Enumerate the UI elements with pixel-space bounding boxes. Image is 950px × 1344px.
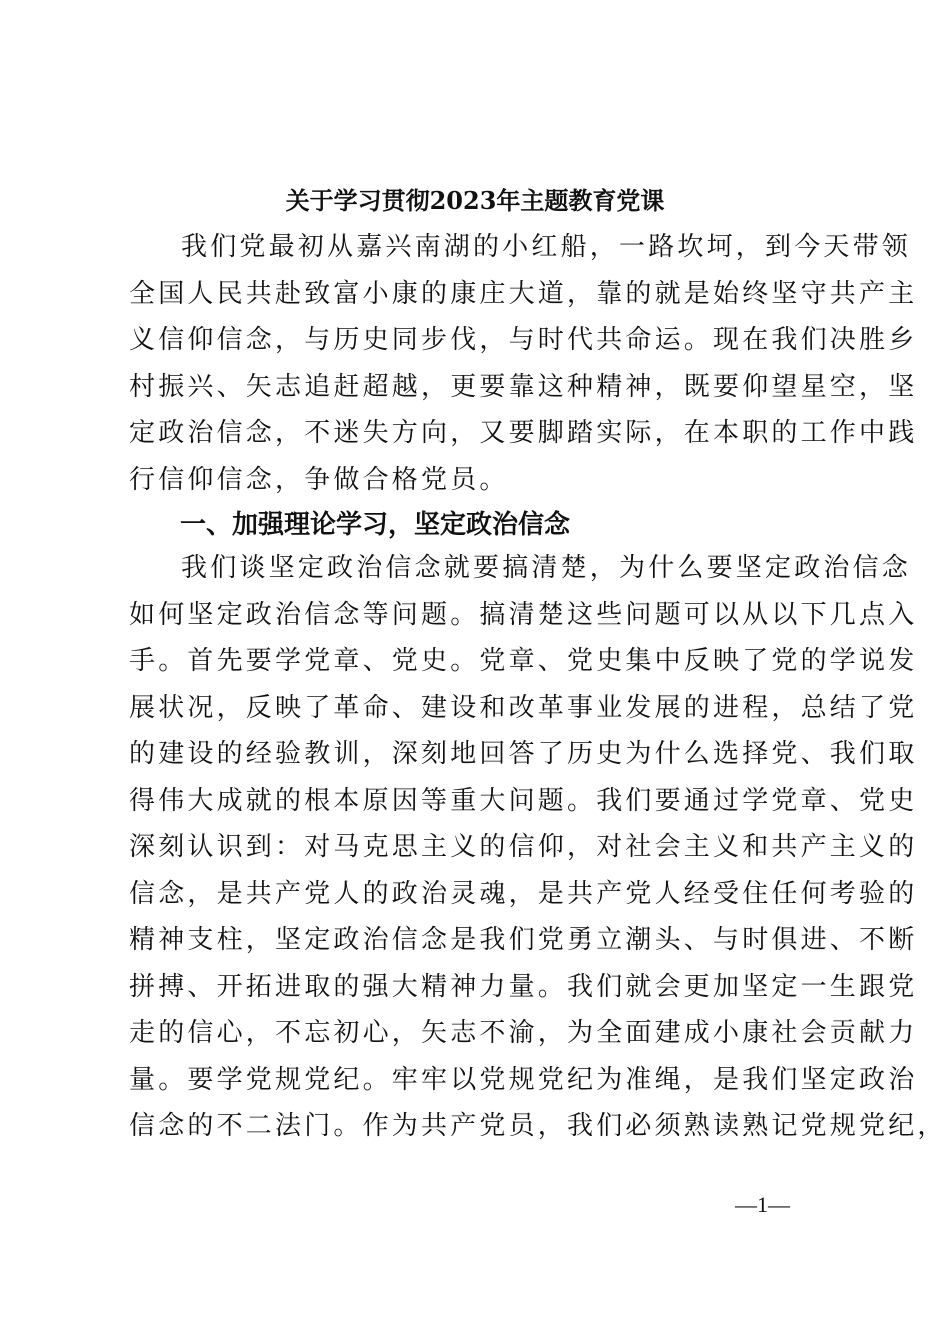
- paragraph-line: 信念的不二法门。作为共产党员，我们必须熟读熟记党规党纪，: [129, 1111, 947, 1141]
- paragraph-line: 手。首先要学党章、党史。党章、党史集中反映了党的学说发: [129, 646, 918, 676]
- paragraph-line: 我们党最初从嘉兴南湖的小红船，一路坎坷，到今天带领: [181, 232, 912, 262]
- document-title: 关于学习贯彻2023年主题教育党课: [285, 186, 665, 215]
- paragraph-line: 展状况，反映了革命、建设和改革事业发展的进程，总结了党: [129, 692, 918, 723]
- paragraph-line: 深刻认识到：对马克思主义的信仰，对社会主义和共产主义的: [129, 832, 918, 862]
- page-number: —1—: [735, 1192, 790, 1217]
- paragraph-line: 得伟大成就的根本原因等重大问题。我们要通过学党章、党史: [129, 785, 918, 816]
- paragraph-line: 拼搏、开拓进取的强大精神力量。我们就会更加坚定一生跟党: [129, 971, 918, 1002]
- paragraph-line: 我们谈坚定政治信念就要搞清楚，为什么要坚定政治信念: [181, 553, 912, 583]
- paragraph-line: 行信仰信念，争做合格党员。: [129, 464, 509, 495]
- paragraph-line: 信念，是共产党人的政治灵魂，是共产党人经受住任何考验的: [129, 878, 918, 909]
- paragraph-intro: [129, 224, 918, 503]
- paragraph-line: 的建设的经验教训，深刻地回答了历史为什么选择党、我们取: [129, 739, 918, 769]
- paragraph-line: 如何坚定政治信念等问题。搞清楚这些问题可以从以下几点入: [129, 599, 918, 630]
- paragraph-line: 精神支柱，坚定政治信念是我们党勇立潮头、与时俱进、不断: [129, 925, 918, 955]
- paragraph-line: 村振兴、矢志追赶超越，更要靠这种精神，既要仰望星空，坚: [129, 371, 918, 402]
- paragraph-line: 全国人民共赴致富小康的康庄大道，靠的就是始终坚守共产主: [129, 278, 918, 309]
- paragraph-line: 量。要学党规党纪。牢牢以党规党纪为准绳，是我们坚定政治: [129, 1064, 918, 1095]
- section-heading: 一、加强理论学习，坚定政治信念: [180, 510, 571, 540]
- paragraph-line: 走的信心，不忘初心，矢志不渝，为全面建成小康社会贡献力: [129, 1018, 918, 1048]
- paragraph-line: 定政治信念，不迷失方向，又要脚踏实际，在本职的工作中践: [129, 418, 918, 448]
- paragraph-line: 义信仰信念，与历史同步伐，与时代共命运。现在我们决胜乡: [129, 325, 918, 355]
- paragraph-section-1: [129, 545, 947, 1150]
